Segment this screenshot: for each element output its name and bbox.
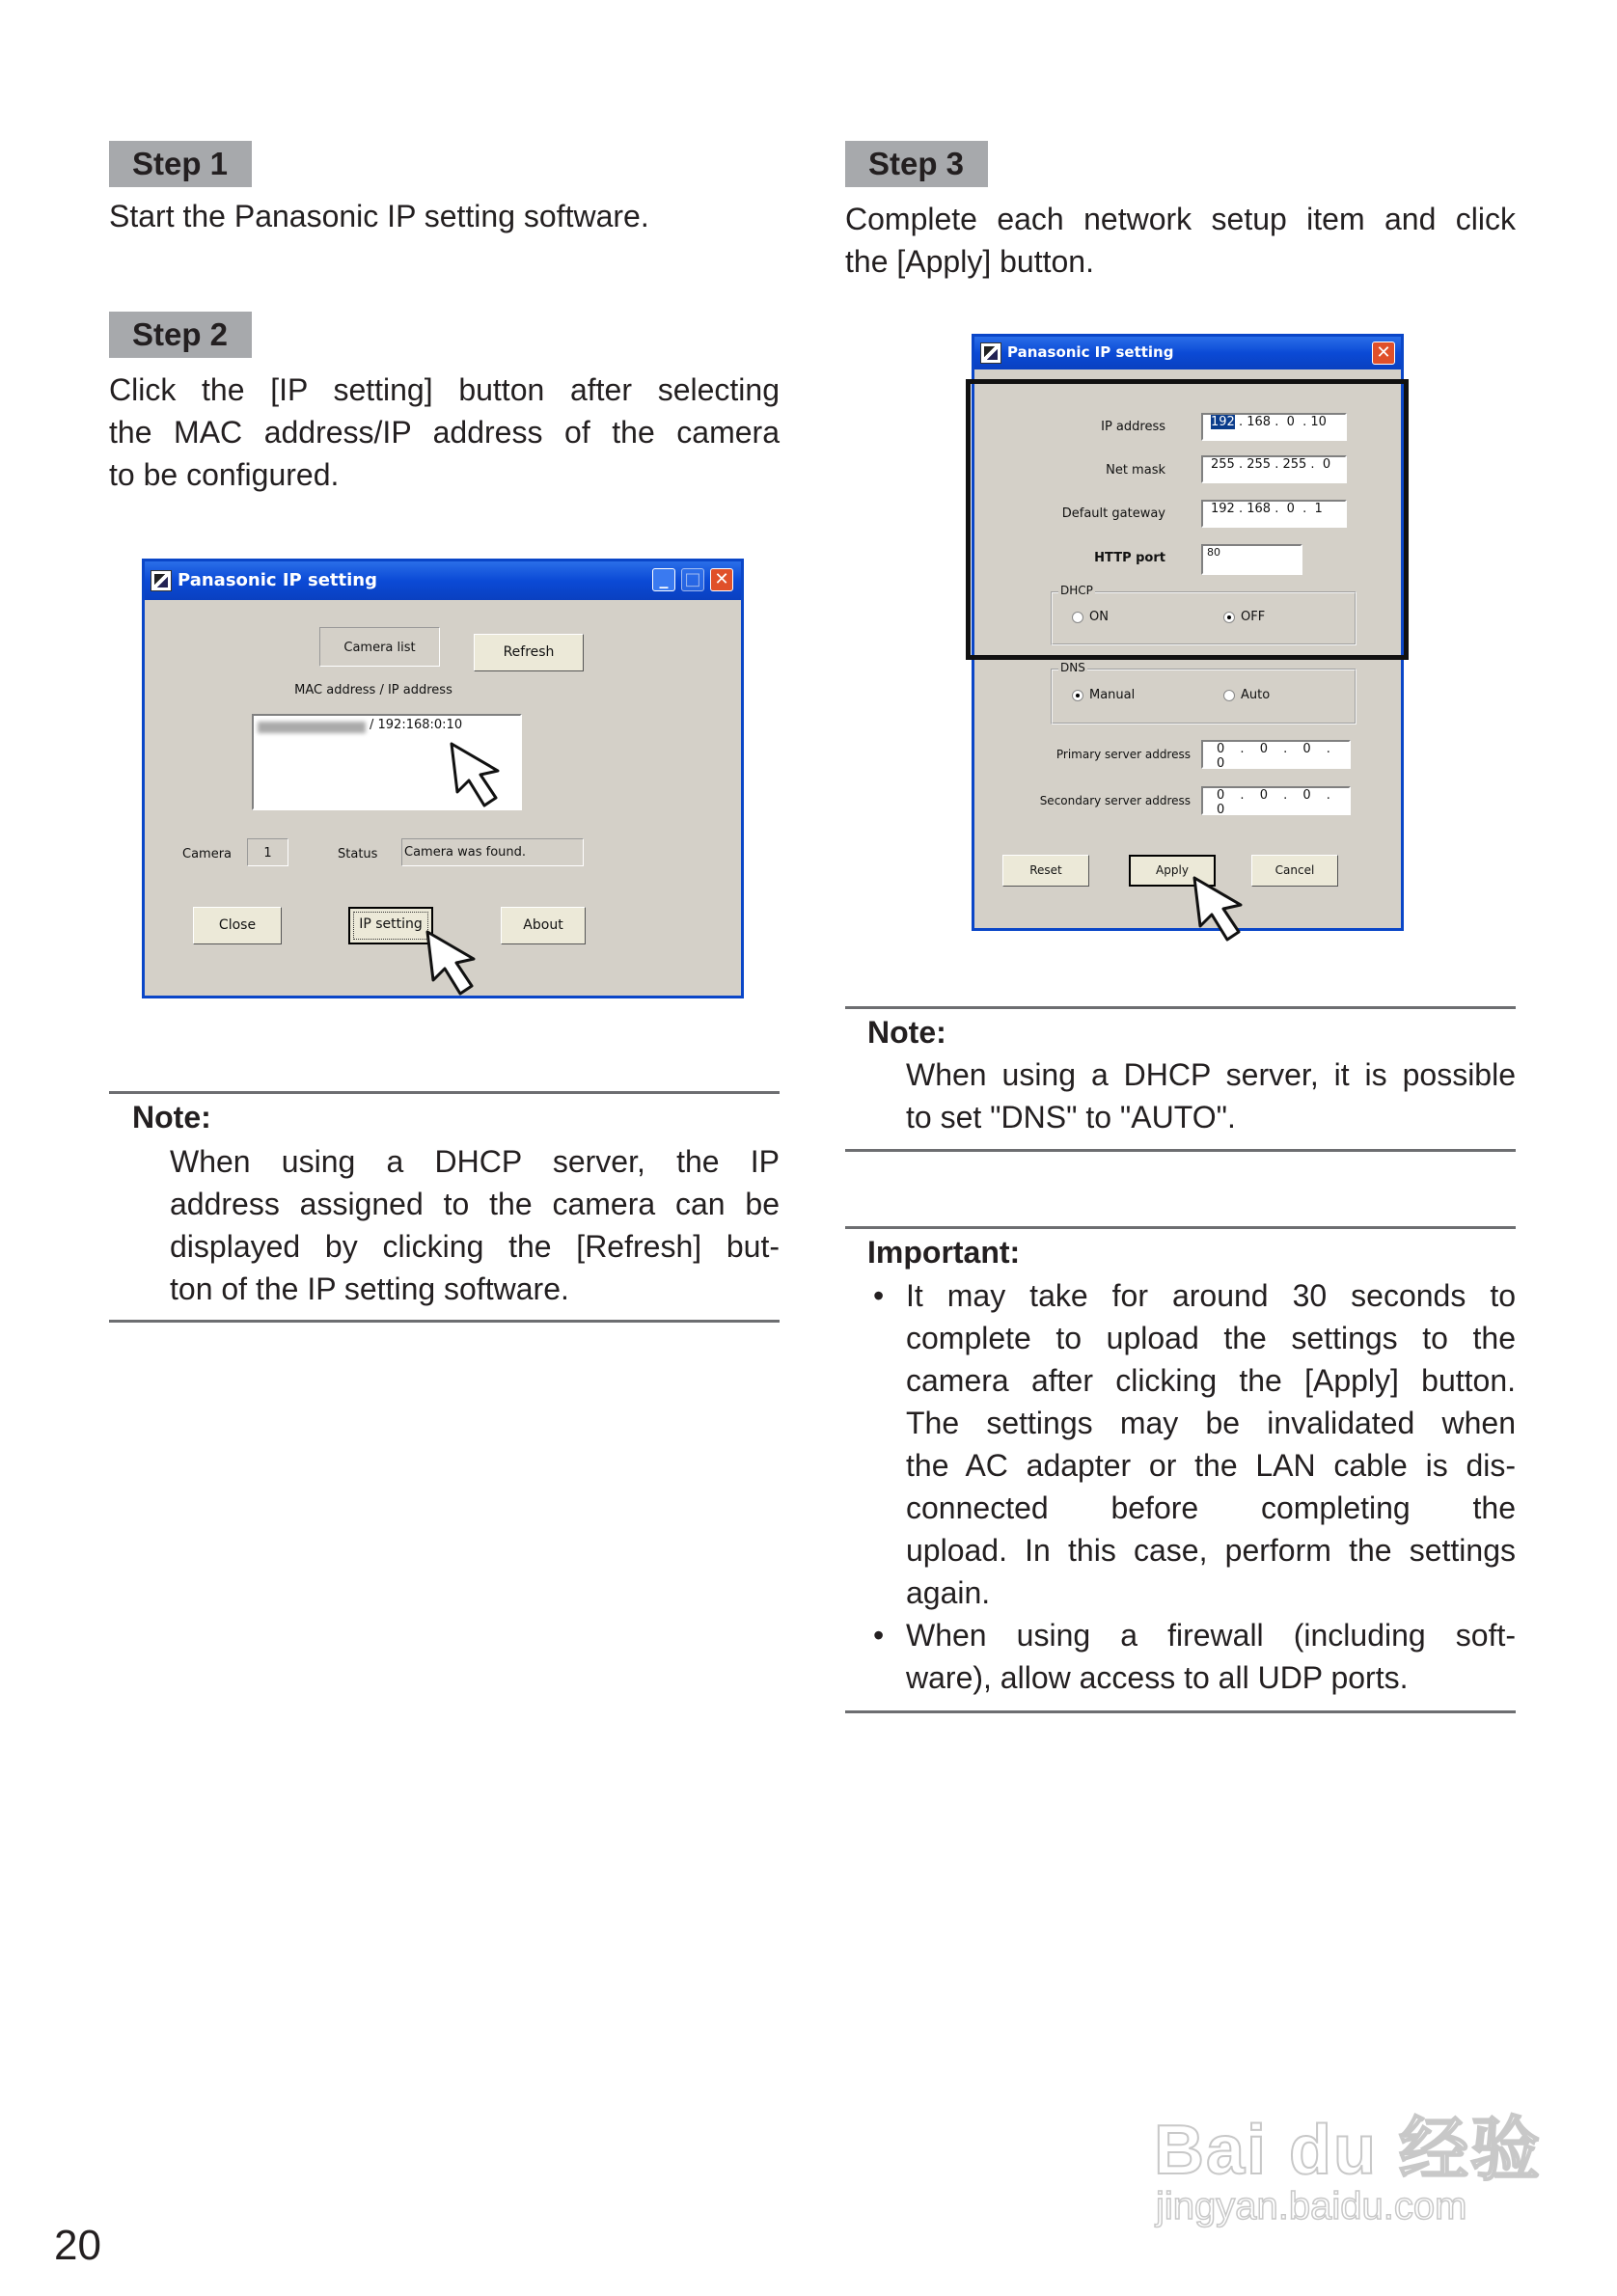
divider bbox=[845, 1710, 1516, 1713]
octet: 0 bbox=[1302, 788, 1311, 803]
note-heading: Note: bbox=[867, 1015, 946, 1050]
octet: 192 bbox=[1211, 502, 1235, 516]
secondary-server-label: Secondary server address bbox=[1039, 794, 1191, 807]
ip-setting-button[interactable]: IP setting bbox=[348, 907, 433, 944]
apply-button[interactable]: Apply bbox=[1129, 855, 1216, 887]
text-line: ware), allow access to all UDP ports. bbox=[906, 1660, 1409, 1695]
status-label: Status bbox=[338, 847, 378, 861]
mouse-pointer-icon bbox=[1192, 876, 1250, 943]
step-3-badge: Step 3 bbox=[845, 141, 988, 187]
baidu-watermark-logo: Bai du 经验 bbox=[1154, 2112, 1543, 2189]
http-port-label: HTTP port bbox=[1094, 551, 1165, 565]
page-number: 20 bbox=[54, 2222, 101, 2269]
dhcp-off-label: OFF bbox=[1241, 610, 1266, 624]
octet: 0 bbox=[1286, 415, 1295, 429]
divider bbox=[109, 1320, 780, 1323]
text-line: to set "DNS" to "AUTO". bbox=[906, 1100, 1236, 1134]
step-2-text bbox=[109, 369, 780, 496]
camera-count: 1 bbox=[247, 838, 288, 866]
baidu-watermark-url: jingyan.baidu.com bbox=[1156, 2185, 1467, 2228]
dns-manual-radio[interactable] bbox=[1072, 690, 1083, 701]
text-line: again. bbox=[906, 1575, 991, 1610]
text-line: the [Apply] button. bbox=[845, 244, 1094, 279]
refresh-button[interactable]: Refresh bbox=[474, 634, 584, 671]
octet: 255 bbox=[1282, 457, 1307, 472]
text-line: displayed by clicking the [Refresh] but- bbox=[170, 1229, 780, 1264]
octet: 0 bbox=[1322, 457, 1331, 472]
text-line: Start the Panasonic IP setting software. bbox=[109, 199, 649, 233]
step-2-badge: Step 2 bbox=[109, 312, 252, 358]
ip-address-field[interactable]: 192 . 168 . 0 . 10 bbox=[1201, 413, 1347, 441]
dialog-title: Panasonic IP setting bbox=[1007, 343, 1174, 361]
step-3-text bbox=[845, 198, 1516, 283]
highlight-box bbox=[966, 379, 1409, 660]
text-line: It may take for around 30 seconds to bbox=[906, 1278, 1516, 1313]
divider bbox=[845, 1149, 1516, 1152]
app-icon bbox=[980, 342, 1001, 364]
divider bbox=[845, 1006, 1516, 1009]
net-mask-field[interactable]: 255 . 255 . 255 . 0 bbox=[1201, 455, 1347, 483]
about-button[interactable]: About bbox=[501, 907, 586, 944]
dns-auto-label: Auto bbox=[1241, 688, 1271, 702]
dhcp-on-label: ON bbox=[1089, 610, 1109, 624]
default-gateway-field[interactable]: 192 . 168 . 0 . 1 bbox=[1201, 500, 1347, 528]
text-line: to be configured. bbox=[109, 457, 340, 492]
octet: 0 bbox=[1302, 742, 1311, 756]
note-text bbox=[906, 1053, 1516, 1138]
mac-ip-label: MAC address / IP address bbox=[294, 683, 452, 697]
title-bar bbox=[145, 561, 741, 600]
octet: 0 bbox=[1217, 742, 1225, 756]
text-line: connected before completing the bbox=[906, 1490, 1516, 1525]
octet: 0 bbox=[1217, 803, 1225, 817]
octet: 0 bbox=[1286, 502, 1295, 516]
text-line: When using a DHCP server, the IP bbox=[170, 1144, 780, 1179]
octet: 192 bbox=[1211, 415, 1235, 429]
mouse-pointer-icon bbox=[425, 930, 483, 998]
octet: 168 bbox=[1247, 415, 1272, 429]
http-port-field[interactable]: 80 bbox=[1201, 544, 1302, 575]
divider bbox=[109, 1091, 780, 1094]
bullet-icon: • bbox=[873, 1618, 885, 1653]
octet: 0 bbox=[1217, 788, 1225, 803]
text-line: ton of the IP setting software. bbox=[170, 1271, 569, 1306]
text-line: Complete each network setup item and click bbox=[845, 202, 1516, 236]
note-heading: Note: bbox=[132, 1100, 211, 1134]
camera-list-label: Camera list bbox=[319, 627, 440, 667]
status-value: Camera was found. bbox=[401, 838, 584, 866]
blurred-mac-address bbox=[258, 722, 366, 733]
minimize-icon[interactable]: _ bbox=[652, 568, 675, 591]
text-line: Click the [IP setting] button after selecting bbox=[109, 372, 780, 407]
dhcp-label: DHCP bbox=[1060, 584, 1093, 597]
octet: 0 bbox=[1217, 756, 1225, 771]
note-text bbox=[170, 1140, 780, 1310]
app-icon bbox=[151, 570, 172, 591]
important-heading: Important: bbox=[867, 1235, 1021, 1270]
close-icon[interactable]: ✕ bbox=[710, 568, 733, 591]
octet: 10 bbox=[1310, 415, 1327, 429]
text-line: the MAC address/IP address of the camera bbox=[109, 415, 780, 450]
divider bbox=[845, 1226, 1516, 1229]
dns-manual-label: Manual bbox=[1089, 688, 1136, 702]
step-1-text bbox=[109, 195, 698, 237]
camera-label: Camera bbox=[182, 847, 233, 861]
octet: 0 bbox=[1259, 742, 1268, 756]
close-icon[interactable]: ✕ bbox=[1372, 342, 1395, 365]
dns-auto-radio[interactable] bbox=[1223, 690, 1235, 701]
ip-address-label: IP address bbox=[1101, 420, 1165, 434]
text-line: When using a firewall (including soft- bbox=[906, 1618, 1516, 1653]
text-line: upload. In this case, perform the settings bbox=[906, 1533, 1516, 1568]
octet: 0 bbox=[1259, 788, 1268, 803]
text-line: camera after clicking the [Apply] button. bbox=[906, 1363, 1516, 1398]
list-item-ip[interactable]: / 192:168:0:10 bbox=[370, 718, 463, 732]
default-gateway-label: Default gateway bbox=[1061, 506, 1165, 521]
octet: 255 bbox=[1211, 457, 1235, 472]
reset-button[interactable]: Reset bbox=[1002, 855, 1089, 887]
text-line: When using a DHCP server, it is possible bbox=[906, 1057, 1516, 1092]
octet: 1 bbox=[1314, 502, 1323, 516]
cancel-button[interactable]: Cancel bbox=[1251, 855, 1338, 887]
primary-server-label: Primary server address bbox=[1055, 748, 1191, 761]
mouse-pointer-icon bbox=[450, 742, 507, 809]
secondary-server-field[interactable]: 0 . 0 . 0 . 0 bbox=[1201, 786, 1351, 815]
bullet-icon: • bbox=[873, 1278, 885, 1313]
text-line: The settings may be invalidated when bbox=[906, 1406, 1516, 1440]
text-line: the AC adapter or the LAN cable is dis- bbox=[906, 1448, 1516, 1483]
title-bar bbox=[974, 337, 1401, 369]
important-bullets bbox=[873, 1274, 1516, 1699]
dialog-title: Panasonic IP setting bbox=[178, 570, 377, 590]
octet: 255 bbox=[1247, 457, 1272, 472]
octet: 168 bbox=[1247, 502, 1272, 516]
dns-group bbox=[1051, 661, 1357, 724]
net-mask-label: Net mask bbox=[1106, 463, 1165, 478]
step-1-badge: Step 1 bbox=[109, 141, 252, 187]
text-line: complete to upload the settings to the bbox=[906, 1321, 1516, 1355]
maximize-icon[interactable]: □ bbox=[681, 568, 704, 591]
text-line: address assigned to the camera can be bbox=[170, 1187, 780, 1221]
close-button[interactable]: Close bbox=[193, 907, 282, 944]
dns-label: DNS bbox=[1060, 661, 1085, 674]
primary-server-field[interactable]: 0 . 0 . 0 . 0 bbox=[1201, 740, 1351, 769]
